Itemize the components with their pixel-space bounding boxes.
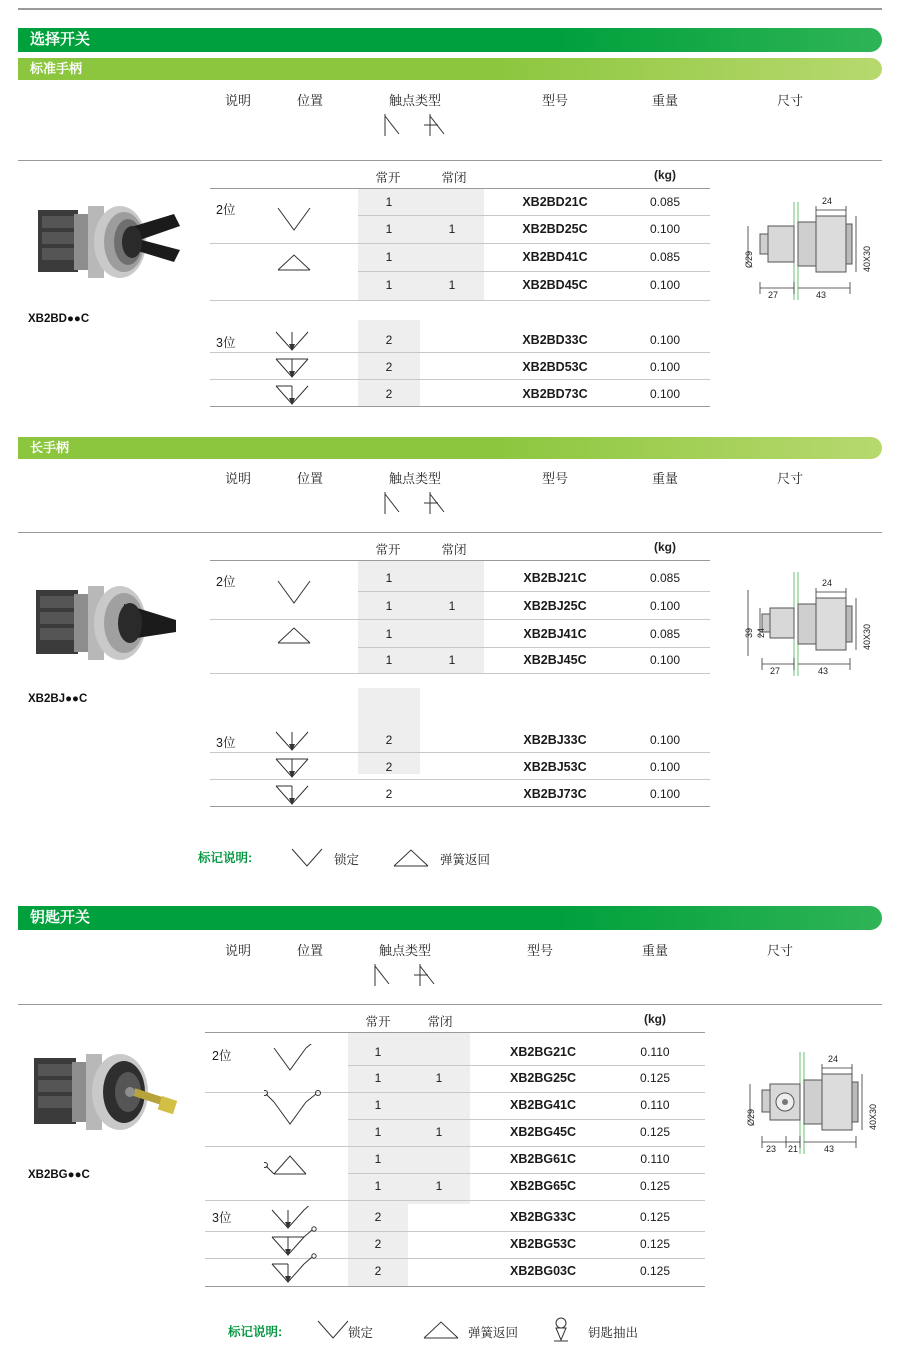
cell-weight-1-5: 0.100	[649, 360, 681, 374]
cell-nc-3-1: 1	[435, 1071, 443, 1085]
row-rule-1-3	[210, 300, 710, 301]
col-header-model-2: 型号	[541, 471, 568, 486]
section-title-selector: 选择开关	[18, 28, 882, 52]
section-subtitle-standard-handle: 标准手柄	[18, 58, 882, 80]
col-header-dimensions-2: 尺寸	[776, 471, 803, 486]
dim-2-d5: 27	[770, 666, 781, 676]
cell-no-3-3: 1	[374, 1125, 382, 1139]
group-position-3-1: 3位	[212, 1211, 232, 1225]
contact-symbol-header-1	[380, 112, 470, 142]
product-photo-key-switch	[24, 1040, 189, 1160]
dim-2-d6: 43	[818, 666, 829, 676]
header-rule-2	[18, 532, 882, 533]
col-header-model-3: 型号	[526, 943, 553, 958]
position-symbols-2-0	[272, 573, 342, 673]
dim-3-d5: 21	[788, 1144, 799, 1154]
cell-weight-3-6: 0.125	[639, 1210, 671, 1224]
header-rule-1	[18, 160, 882, 161]
product-caption-key-switch: XB2BG●●C	[28, 1169, 90, 1181]
row-rule-1-0	[358, 215, 710, 216]
dim-1-d3: 40X30	[862, 245, 872, 272]
cell-weight-2-2: 0.085	[649, 627, 681, 641]
group-position-3-0: 2位	[212, 1049, 232, 1063]
col-header-description-2: 说明	[224, 471, 251, 486]
weight-unit-1: (kg)	[654, 168, 676, 182]
cell-no-3-4: 1	[374, 1152, 382, 1166]
legend-spring-icon-3	[420, 1318, 464, 1342]
cell-nc-1-1: 1	[448, 222, 456, 236]
row-rule-3-4	[348, 1173, 705, 1174]
cell-no-2-5: 2	[385, 760, 393, 774]
cell-model-3-4: XB2BG61C	[510, 1152, 576, 1166]
cell-weight-2-4: 0.100	[649, 733, 681, 747]
cell-no-1-2: 1	[385, 250, 393, 264]
cell-model-2-2: XB2BJ41C	[523, 627, 587, 641]
product-caption-long-handle: XB2BJ●●C	[28, 693, 88, 705]
position-symbols-2-1	[272, 730, 342, 810]
row-rule-3-2	[348, 1119, 705, 1120]
cell-model-1-2: XB2BD41C	[522, 250, 588, 264]
group-position-1-1: 3位	[216, 336, 236, 350]
legend-latching-icon-2	[288, 846, 328, 870]
legend-key-icon-3	[548, 1316, 574, 1344]
cell-weight-3-5: 0.125	[639, 1179, 671, 1193]
cell-weight-1-4: 0.100	[649, 333, 681, 347]
col-header-position-3: 位置	[296, 943, 323, 958]
dim-1-d5: 43	[816, 290, 827, 300]
cell-model-1-5: XB2BD53C	[522, 360, 588, 374]
legend-item-3-0: 锁定	[348, 1326, 374, 1340]
cell-model-3-7: XB2BG53C	[510, 1237, 576, 1251]
cell-weight-3-0: 0.110	[640, 1045, 670, 1059]
cell-model-3-2: XB2BG41C	[510, 1098, 576, 1112]
group-position-2-0: 2位	[216, 575, 236, 589]
legend-spring-icon-2	[390, 846, 434, 870]
cell-no-3-1: 1	[374, 1071, 382, 1085]
product-caption-selector: XB2BD●●C	[28, 313, 90, 325]
row-rule-2-3	[210, 673, 710, 674]
cell-nc-3-5: 1	[435, 1179, 443, 1193]
col-header-contact-type-3: 触点类型	[378, 943, 431, 958]
col-header-weight-3: 重量	[641, 943, 668, 958]
cell-no-3-0: 1	[374, 1045, 382, 1059]
cell-no-1-0: 1	[385, 195, 393, 209]
row-rule-2-0	[358, 591, 710, 592]
cell-model-2-5: XB2BJ53C	[523, 760, 587, 774]
cell-model-2-6: XB2BJ73C	[523, 787, 587, 801]
subcol-nc-2: 常闭	[441, 543, 467, 557]
cell-no-3-2: 1	[374, 1098, 382, 1112]
position-symbols-1-0	[272, 200, 342, 300]
group-position-1-0: 2位	[216, 203, 236, 217]
cell-weight-3-1: 0.125	[639, 1071, 671, 1085]
cell-weight-1-2: 0.085	[649, 250, 681, 264]
col-header-dimensions-3: 尺寸	[766, 943, 793, 958]
position-symbols-3-0	[264, 1044, 344, 1200]
cell-weight-3-8: 0.125	[639, 1264, 671, 1278]
cell-no-3-8: 2	[374, 1264, 382, 1278]
dim-2-d3: 24	[756, 627, 766, 638]
cell-model-3-8: XB2BG03C	[510, 1264, 576, 1278]
cell-no-1-6: 2	[385, 387, 393, 401]
header-rule-3	[18, 1004, 882, 1005]
legend-item-2-1: 弹簧返回	[440, 853, 491, 867]
cell-model-3-5: XB2BG65C	[510, 1179, 576, 1193]
subcol-no-1: 常开	[375, 171, 401, 185]
legend-item-3-1: 弹簧返回	[468, 1326, 519, 1340]
cell-model-3-0: XB2BG21C	[510, 1045, 576, 1059]
cell-no-3-5: 1	[374, 1179, 382, 1193]
section-title-key-switch: 钥匙开关	[18, 906, 882, 930]
cell-model-1-0: XB2BD21C	[522, 195, 588, 209]
dim-1-d1: 24	[822, 196, 833, 206]
cell-model-3-1: XB2BG25C	[510, 1071, 576, 1085]
weight-unit-3: (kg)	[644, 1012, 666, 1026]
dim-3-d1: 24	[828, 1054, 839, 1064]
dim-1-d2: Ø29	[744, 250, 754, 268]
subcol-nc-1: 常闭	[441, 171, 467, 185]
cell-model-2-3: XB2BJ45C	[523, 653, 587, 667]
cell-weight-3-7: 0.125	[639, 1237, 671, 1251]
cell-weight-2-0: 0.085	[649, 571, 681, 585]
cell-no-1-5: 2	[385, 360, 393, 374]
cell-no-2-1: 1	[385, 599, 393, 613]
cell-nc-2-3: 1	[448, 653, 456, 667]
subcol-no-2: 常开	[375, 543, 401, 557]
section-subtitle-long-handle: 长手柄	[18, 437, 882, 459]
product-photo-selector	[24, 192, 184, 302]
cell-weight-3-4: 0.110	[640, 1152, 670, 1166]
cell-no-3-7: 2	[374, 1237, 382, 1251]
row-rule-1-2	[358, 271, 710, 272]
cell-model-2-1: XB2BJ25C	[523, 599, 587, 613]
cell-weight-1-6: 0.100	[649, 387, 681, 401]
row-rule-3-0	[348, 1065, 705, 1066]
col-header-description-1: 说明	[224, 93, 251, 108]
dim-2-d2: 39	[744, 627, 754, 638]
cell-nc-2-1: 1	[448, 599, 456, 613]
position-symbols-1-1	[272, 330, 342, 410]
contact-symbol-header-2	[380, 490, 470, 520]
cell-no-1-3: 1	[385, 278, 393, 292]
col-header-contact-type-1: 触点类型	[388, 93, 441, 108]
group-position-2-1: 3位	[216, 736, 236, 750]
cell-weight-2-1: 0.100	[649, 599, 681, 613]
cell-no-2-4: 2	[385, 733, 393, 747]
col-header-model-1: 型号	[541, 93, 568, 108]
cell-weight-2-6: 0.100	[649, 787, 681, 801]
col-header-dimensions-1: 尺寸	[776, 93, 803, 108]
cell-weight-1-3: 0.100	[649, 278, 681, 292]
cell-weight-2-5: 0.100	[649, 760, 681, 774]
dim-3-d3: 40X30	[868, 1103, 878, 1130]
cell-weight-1-0: 0.085	[649, 195, 681, 209]
dim-3-d2: Ø29	[746, 1108, 756, 1126]
col-header-contact-type-2: 触点类型	[388, 471, 441, 486]
cell-model-3-6: XB2BG33C	[510, 1210, 576, 1224]
dim-1-d4: 27	[768, 290, 779, 300]
cell-model-2-0: XB2BJ21C	[523, 571, 587, 585]
col-header-weight-2: 重量	[651, 471, 678, 486]
dimension-drawing-key-switch	[724, 1046, 884, 1171]
top-divider	[18, 8, 882, 10]
weight-unit-2: (kg)	[654, 540, 676, 554]
legend-item-3-2: 钥匙抽出	[588, 1326, 639, 1340]
col-header-description-3: 说明	[224, 943, 251, 958]
cell-model-1-1: XB2BD25C	[522, 222, 588, 236]
cell-model-2-4: XB2BJ33C	[523, 733, 587, 747]
cell-no-1-4: 2	[385, 333, 393, 347]
subcol-no-3: 常开	[365, 1015, 391, 1029]
cell-weight-3-3: 0.125	[639, 1125, 671, 1139]
product-photo-long-handle	[24, 570, 184, 685]
col-header-position-2: 位置	[296, 471, 323, 486]
legend-item-2-0: 锁定	[334, 853, 360, 867]
cell-no-2-3: 1	[385, 653, 393, 667]
cell-no-2-0: 1	[385, 571, 393, 585]
cell-no-3-6: 2	[374, 1210, 382, 1224]
cell-weight-2-3: 0.100	[649, 653, 681, 667]
cell-no-1-1: 1	[385, 222, 393, 236]
cell-model-1-4: XB2BD33C	[522, 333, 588, 347]
col-header-weight-1: 重量	[651, 93, 678, 108]
legend-label-2: 标记说明:	[198, 851, 253, 865]
row-rule-2-2	[358, 647, 710, 648]
dimension-drawing-long-handle	[730, 566, 880, 696]
cell-weight-1-1: 0.100	[649, 222, 681, 236]
cell-nc-3-3: 1	[435, 1125, 443, 1139]
cell-weight-3-2: 0.110	[640, 1098, 670, 1112]
cell-no-2-6: 2	[385, 787, 393, 801]
dim-3-d4: 23	[766, 1144, 777, 1154]
dim-2-d4: 40X30	[862, 623, 872, 650]
cell-model-1-6: XB2BD73C	[522, 387, 588, 401]
cell-model-1-3: XB2BD45C	[522, 278, 588, 292]
cell-nc-1-3: 1	[448, 278, 456, 292]
cell-no-2-2: 1	[385, 627, 393, 641]
position-symbols-3-1	[264, 1206, 344, 1290]
subcol-nc-3: 常闭	[427, 1015, 453, 1029]
col-header-position-1: 位置	[296, 93, 323, 108]
legend-label-3: 标记说明:	[228, 1325, 283, 1339]
dimension-drawing-selector	[730, 196, 880, 316]
row-rule-3-5	[205, 1200, 705, 1201]
contact-symbol-header-3	[370, 962, 460, 992]
cell-model-3-3: XB2BG45C	[510, 1125, 576, 1139]
dim-3-d6: 43	[824, 1144, 835, 1154]
dim-2-d1: 24	[822, 578, 833, 588]
